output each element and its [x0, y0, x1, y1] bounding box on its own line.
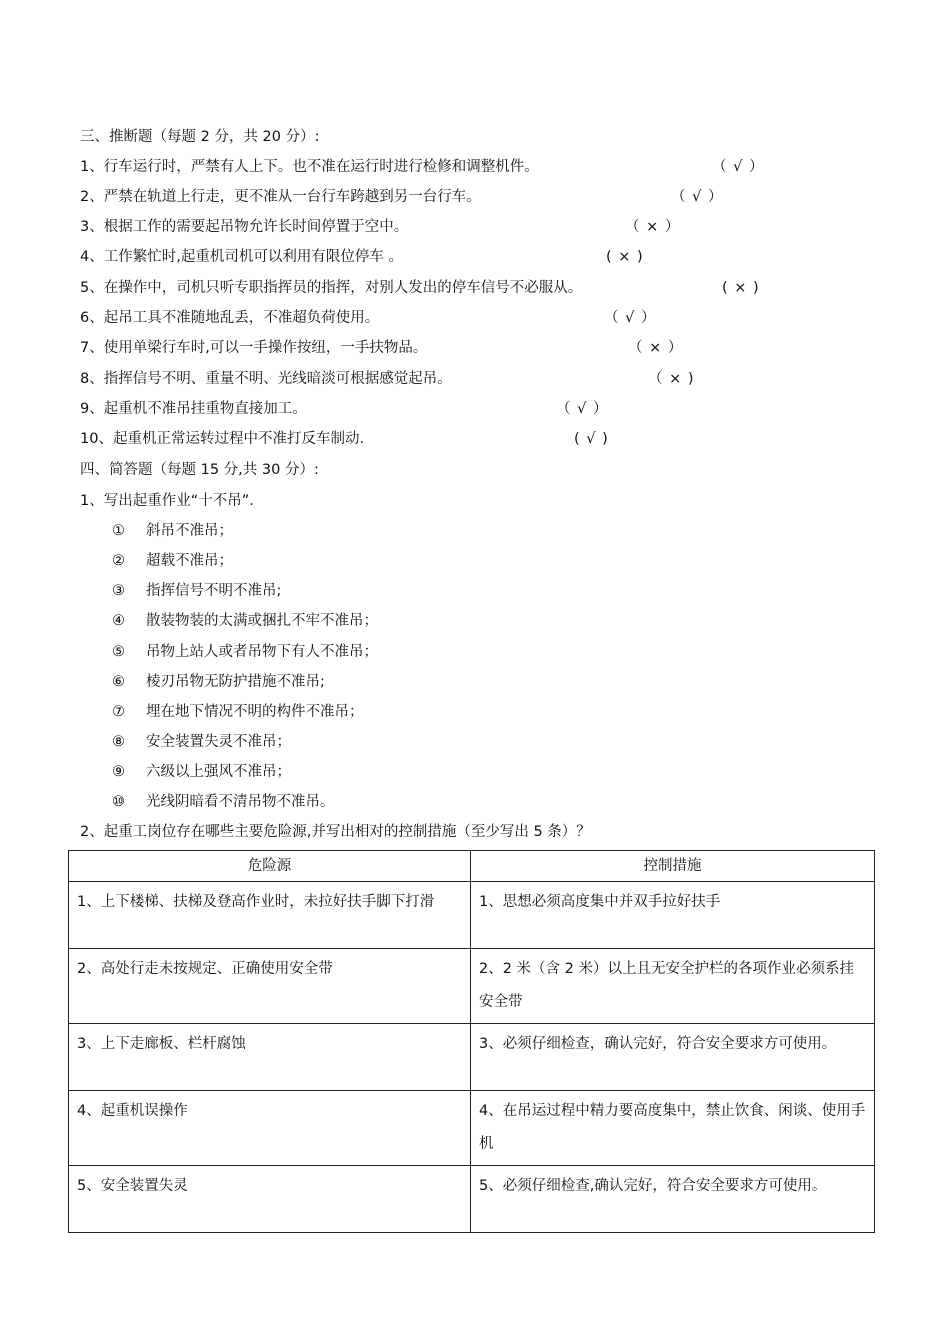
item-number: ③	[112, 583, 125, 599]
hazard-control-table	[68, 850, 875, 1233]
table-row	[69, 949, 875, 1024]
judge-question: 10、起重机正常运转过程中不准打反车制动.	[80, 431, 365, 447]
item-number: ⑩	[112, 794, 125, 810]
hazard-cell: 5、安全装置失灵	[69, 1166, 471, 1233]
judge-answer: （ × ）	[628, 340, 684, 356]
item-number: ①	[112, 523, 125, 539]
item-text: 棱刃吊物无防护措施不准吊;	[146, 674, 325, 690]
judge-answer: ( × )	[722, 280, 760, 296]
table-row	[69, 882, 875, 949]
item-number: ②	[112, 553, 125, 569]
judge-question: 1、行车运行时，严禁有人上下。也不准在运行时进行检修和调整机件。	[80, 159, 539, 175]
item-number: ⑥	[112, 674, 125, 690]
item-number: ⑤	[112, 644, 125, 660]
item-text: 散装物装的太满或捆扎不牢不准吊；	[146, 613, 378, 629]
judge-answer: （ × ）	[625, 219, 681, 235]
item-text: 斜吊不准吊；	[146, 523, 233, 539]
judge-question: 8、指挥信号不明、重量不明、光线暗淡可根据感觉起吊。	[80, 371, 452, 387]
control-cell: 1、思想必须高度集中并双手拉好扶手	[471, 882, 875, 949]
judge-question: 7、使用单梁行车时,可以一手操作按纽，一手扶物品。	[80, 340, 428, 356]
judge-question: 6、起吊工具不准随地乱丢，不准超负荷使用。	[80, 310, 380, 326]
judge-question: 2、严禁在轨道上行走，更不准从一台行车跨越到另一台行车。	[80, 189, 481, 205]
hazard-cell: 3、上下走廊板、栏杆腐蚀	[69, 1024, 471, 1091]
judge-answer: ( √ )	[574, 431, 609, 447]
judge-answer: ( × )	[606, 249, 644, 265]
item-number: ⑨	[112, 764, 125, 780]
control-cell: 3、必须仔细检查，确认完好，符合安全要求方可使用。	[471, 1024, 875, 1091]
table-row	[69, 1091, 875, 1166]
hazard-cell: 4、起重机误操作	[69, 1091, 471, 1166]
item-number: ⑦	[112, 704, 125, 720]
table-row	[69, 1166, 875, 1233]
item-text: 埋在地下情况不明的构件不准吊；	[146, 704, 364, 720]
table-header-row	[69, 851, 875, 882]
table-row	[69, 1024, 875, 1091]
item-text: 指挥信号不明不准吊;	[146, 583, 282, 599]
item-text: 超载不准吊；	[146, 553, 233, 569]
section4-heading: 四、简答题（每题 15 分,共 30 分）:	[80, 462, 319, 478]
short-question-2: 2、起重工岗位存在哪些主要危险源,并写出相对的控制措施（至少写出 5 条）？	[80, 824, 591, 840]
item-number: ④	[112, 613, 125, 629]
hazard-cell: 2、高处行走未按规定、正确使用安全带	[69, 949, 471, 1024]
judge-question: 3、根据工作的需要起吊物允许长时间停置于空中。	[80, 219, 409, 235]
item-number: ⑧	[112, 734, 125, 750]
judge-question: 5、在操作中，司机只听专职指挥员的指挥，对别人发出的停车信号不必服从。	[80, 280, 583, 296]
hazard-cell: 1、上下楼梯、扶梯及登高作业时，未拉好扶手脚下打滑	[69, 882, 471, 949]
item-text: 安全装置失灵不准吊；	[146, 734, 291, 750]
header-hazard: 危险源	[69, 851, 471, 882]
judge-answer: （ × )	[648, 371, 695, 387]
judge-question: 4、工作繁忙时,起重机司机可以利用有限位停车 。	[80, 249, 403, 265]
short-question-1: 1、写出起重作业“十不吊”.	[80, 493, 254, 509]
item-text: 吊物上站人或者吊物下有人不准吊；	[146, 644, 378, 660]
judge-answer: （ √ ）	[604, 310, 657, 326]
judge-answer: （ √ ）	[712, 159, 765, 175]
section3-heading: 三、推断题（每题 2 分，共 20 分）:	[80, 129, 320, 145]
judge-answer: （ √ ）	[556, 401, 609, 417]
header-control: 控制措施	[471, 851, 875, 882]
item-text: 六级以上强风不准吊；	[146, 764, 291, 780]
judge-question: 9、起重机不准吊挂重物直接加工。	[80, 401, 307, 417]
control-cell: 4、在吊运过程中精力要高度集中，禁止饮食、闲谈、使用手机	[471, 1091, 875, 1166]
control-cell: 2、2 米（含 2 米）以上且无安全护栏的各项作业必须系挂安全带	[471, 949, 875, 1024]
item-text: 光线阴暗看不清吊物不准吊。	[146, 794, 335, 810]
control-cell: 5、必须仔细检查,确认完好，符合安全要求方可使用。	[471, 1166, 875, 1233]
judge-answer: （ √ ）	[671, 189, 724, 205]
